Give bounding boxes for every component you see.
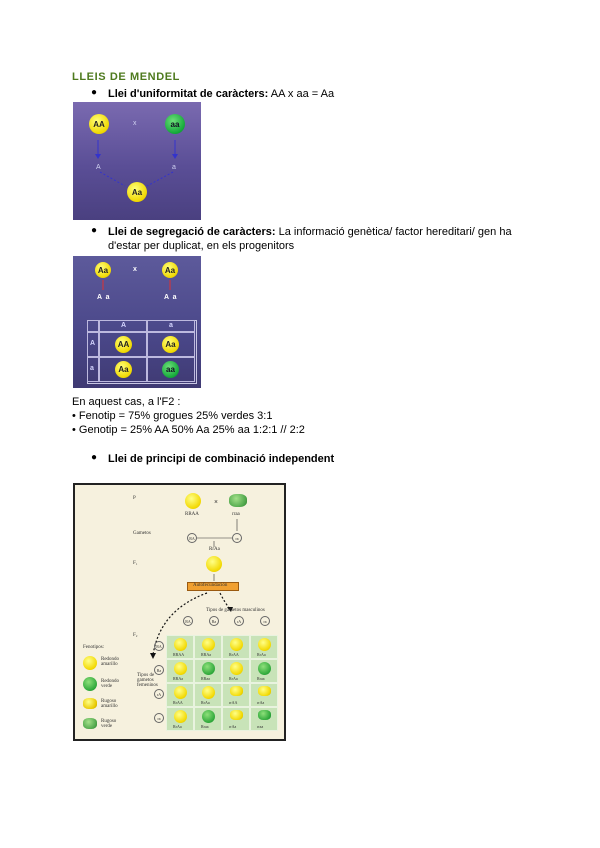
punnett-cell <box>194 683 222 707</box>
p-left-genotype: RRAA <box>185 512 199 517</box>
legend-green-round-icon <box>83 677 97 691</box>
col-label-b: a <box>169 322 173 329</box>
row-label-b: a <box>90 365 94 372</box>
gametes-label: Gametos <box>133 531 151 536</box>
gametes-1: A a <box>97 294 110 301</box>
law-segregation <box>108 225 528 253</box>
page-heading: LLEIS DE MENDEL <box>72 71 181 83</box>
law-uniformity-text: AA x aa = Aa <box>268 88 335 100</box>
cell-genotype: RrAa <box>173 724 182 729</box>
pea-icon <box>230 638 243 651</box>
p-label: P <box>133 496 136 501</box>
law-independent-title: Llei de principi de combinació independent <box>108 453 335 465</box>
cell-genotype: RrAa <box>257 652 266 657</box>
cell-genotype: RRaa <box>201 676 210 681</box>
offspring-Aa: Aa <box>162 336 179 353</box>
cell-genotype: RrAA <box>173 700 183 705</box>
pea-icon <box>258 686 271 696</box>
punnett-cell <box>250 635 278 659</box>
punnett-cell <box>166 683 194 707</box>
male-gamete: RA <box>183 616 193 626</box>
f2-intro: En aquest cas, a l'F2 : <box>72 396 181 408</box>
cell-genotype: Rraa <box>201 724 209 729</box>
f2-label: F₂ <box>133 633 138 638</box>
cell-genotype: Rraa <box>257 676 265 681</box>
pea-icon <box>258 638 271 651</box>
male-gamete: Ra <box>209 616 219 626</box>
gametes-2: A a <box>164 294 177 301</box>
pea-icon <box>174 662 187 675</box>
punnett-cell <box>166 635 194 659</box>
punnett-cell <box>166 659 194 683</box>
cell-genotype: RRAa <box>173 676 183 681</box>
cell-genotype: RrAa <box>201 700 210 705</box>
f1-label: F₁ <box>133 561 138 566</box>
pea-icon <box>230 686 243 696</box>
parent-2: Aa <box>162 262 178 278</box>
punnett-cell <box>194 635 222 659</box>
pea-icon <box>202 686 215 699</box>
punnett-cell <box>222 635 250 659</box>
pea-icon <box>202 638 215 651</box>
punnett-cell <box>194 707 222 731</box>
phenotype-line: • Fenotip = 75% grogues 25% verdes 3:1 <box>72 410 273 422</box>
cell-genotype: RrAA <box>229 652 239 657</box>
col-label-a: A <box>121 322 127 329</box>
law-segregation-title: Llei de segregació de caràcters: <box>108 226 276 238</box>
cell-genotype: RrAa <box>229 676 238 681</box>
bullet-dot: ● <box>91 87 98 98</box>
punnett-cell <box>194 659 222 683</box>
f1-pea <box>206 556 222 572</box>
punnett-cell <box>250 707 278 731</box>
female-gametes-label: Tipos de gametos femeninos <box>137 673 158 688</box>
pea-icon <box>258 662 271 675</box>
male-gamete: rA <box>234 616 244 626</box>
legend-label: Redondo amarillo <box>101 657 120 667</box>
uniformity-diagram <box>73 102 201 220</box>
law-independent-assortment <box>108 452 334 466</box>
offspring-aa: aa <box>162 361 179 378</box>
parent-aa-dominant: AA <box>89 114 109 134</box>
offspring-aa: Aa <box>127 182 147 202</box>
legend-green-wrinkled-icon <box>83 718 97 729</box>
legend-label: Rugoso verde <box>101 719 117 729</box>
bullet-dot: ● <box>91 452 98 463</box>
law-uniformity-title: Llei d'uniformitat de caràcters: <box>108 88 269 100</box>
dihybrid-cross-diagram <box>73 483 286 741</box>
dihybrid-punnett-grid <box>166 635 278 731</box>
legend-label: Redondo verde <box>101 679 120 689</box>
female-gamete: ra <box>154 713 164 723</box>
cell-genotype: rrAa <box>257 700 265 705</box>
cell-genotype: RRAa <box>201 652 211 657</box>
pea-icon <box>202 662 215 675</box>
legend-yellow-round-icon <box>83 656 97 670</box>
punnett-cell <box>250 683 278 707</box>
parent-1: Aa <box>95 262 111 278</box>
gamete-a-dominant: A <box>96 164 101 171</box>
punnett-corner <box>87 320 99 332</box>
law-segregation-text: La informació genètica/ factor hereditari/ gen ha d'estar per duplicat, en els progenitors <box>108 226 512 252</box>
cell-genotype: RRAA <box>173 652 185 657</box>
pea-icon <box>174 686 187 699</box>
pea-icon <box>258 710 271 720</box>
bullet-dot: ● <box>91 225 98 236</box>
row-label-a: A <box>90 340 96 347</box>
male-gametes-label: Tipos de gametos masculinos <box>206 608 265 613</box>
female-gamete: rA <box>154 689 164 699</box>
legend-label: Rugoso amarillo <box>101 699 118 709</box>
gamete-RA: RA <box>187 533 197 543</box>
female-gamete: Ra <box>154 665 164 675</box>
gamete-a-recessive: a <box>172 164 176 171</box>
pea-icon <box>174 710 187 723</box>
cell-genotype: rraa <box>257 724 264 729</box>
cell-genotype: rrAa <box>229 724 237 729</box>
pea-icon <box>202 710 215 723</box>
selfing-label: Autofecundación <box>193 583 228 588</box>
f1-genotype: RrAa <box>209 547 220 552</box>
female-gamete: RA <box>154 641 164 651</box>
male-gamete: ra <box>260 616 270 626</box>
pea-icon <box>230 710 243 720</box>
offspring-Aa: Aa <box>115 361 132 378</box>
law-uniformity <box>108 87 334 101</box>
cross-symbol: x <box>133 266 137 273</box>
p-cross: × <box>214 498 218 506</box>
gamete-ra: ra <box>232 533 242 543</box>
pea-icon <box>174 638 187 651</box>
cross-symbol: x <box>133 120 137 127</box>
legend-yellow-wrinkled-icon <box>83 698 97 709</box>
parent-aa-recessive: aa <box>165 114 185 134</box>
punnett-cell <box>222 707 250 731</box>
punnett-cell <box>222 683 250 707</box>
p-right-genotype: rraa <box>232 512 240 517</box>
cell-genotype: rrAA <box>229 700 238 705</box>
genotype-line: • Genotip = 25% AA 50% Aa 25% aa 1:2:1 // 2:2 <box>72 424 305 436</box>
f2-results <box>72 395 305 437</box>
arrows <box>73 102 201 220</box>
segregation-diagram <box>73 256 201 388</box>
punnett-cell <box>250 659 278 683</box>
punnett-cell <box>166 707 194 731</box>
punnett-cell <box>222 659 250 683</box>
pea-icon <box>230 662 243 675</box>
phenotypes-label: Fenotipos: <box>83 645 105 650</box>
offspring-AA: AA <box>115 336 132 353</box>
